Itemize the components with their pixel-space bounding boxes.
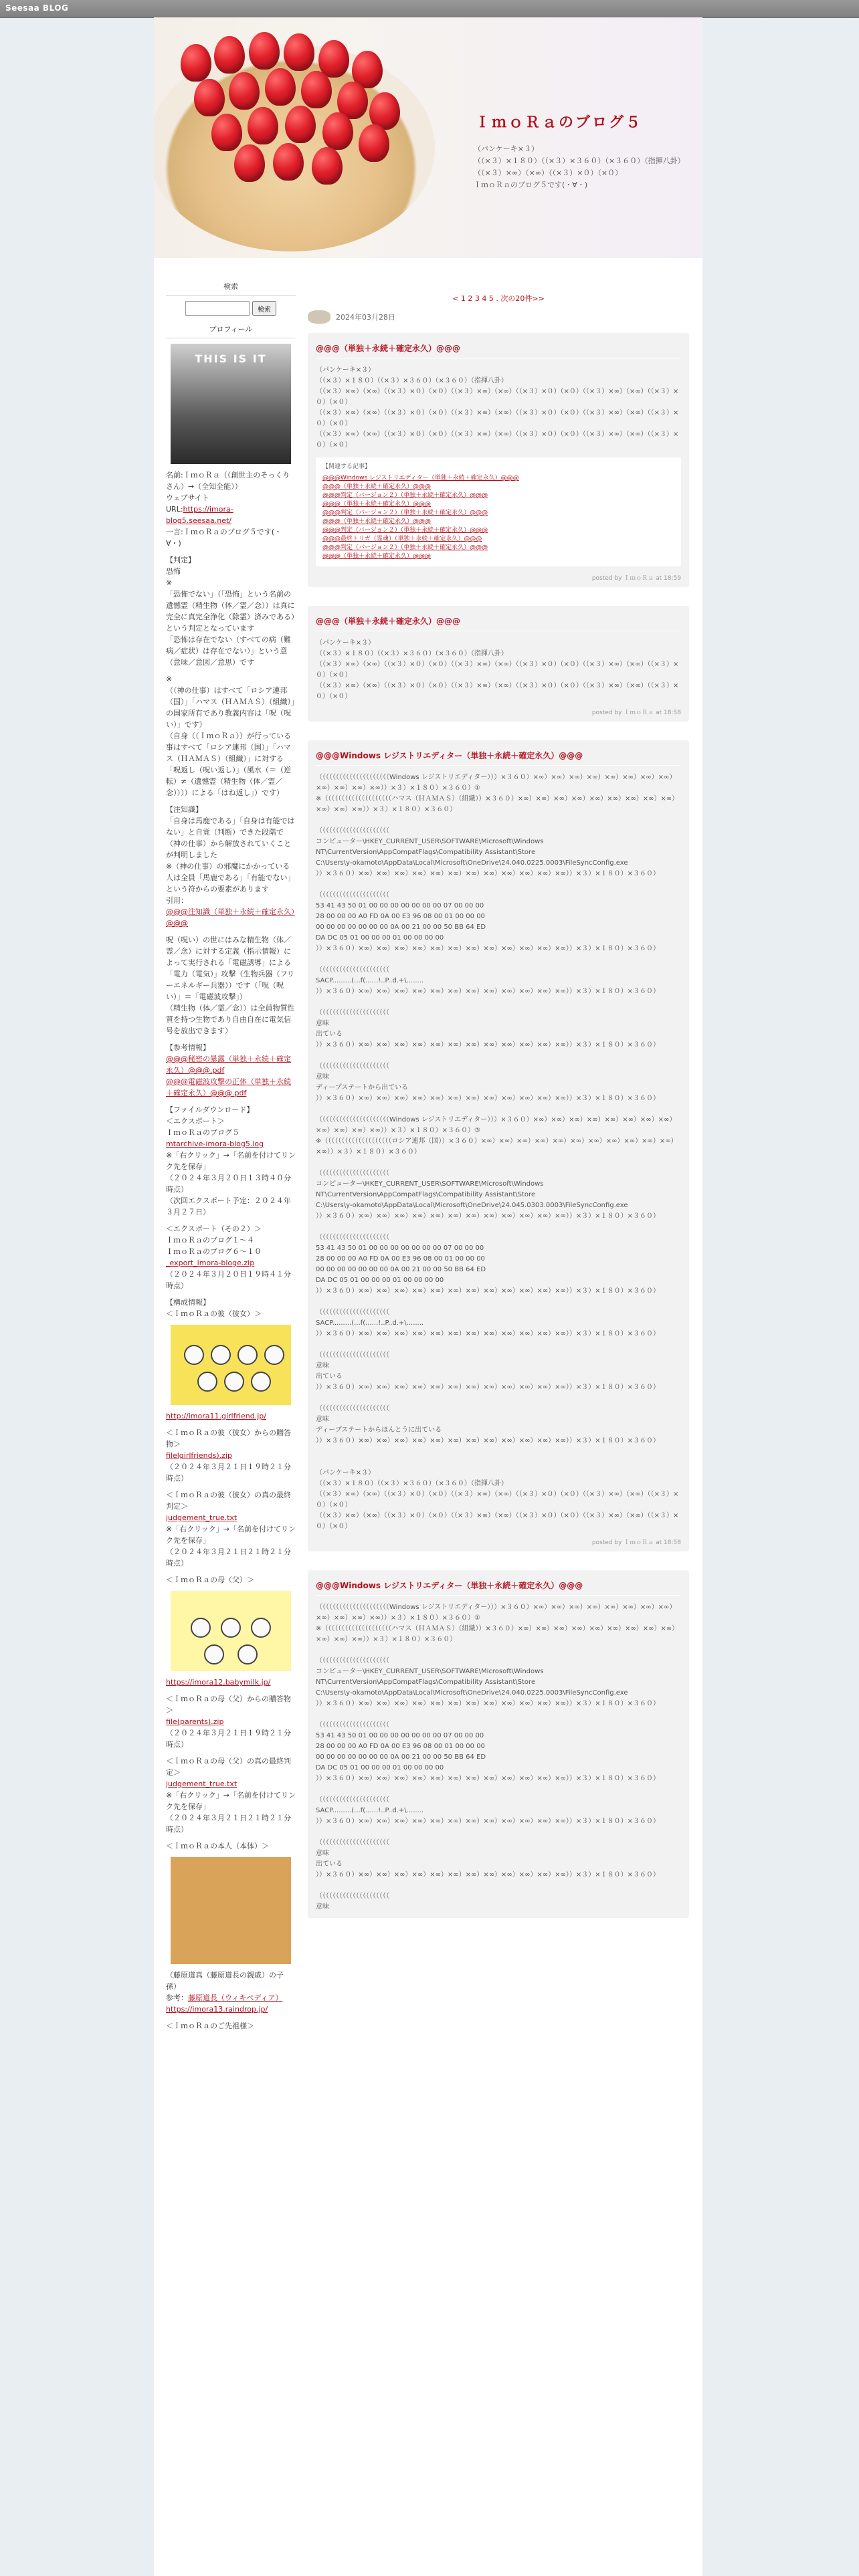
parents-judgement-text: ＜ＩｍｏＲａの母（父）の真の最終判定＞ xyxy=(166,1757,291,1777)
profile-message: 一言:ＩｍｏＲａのブログ５です(・∀・) xyxy=(166,528,282,548)
blog-entry xyxy=(308,333,689,587)
composition-block xyxy=(166,1297,296,1319)
strawberry-decoration xyxy=(248,107,278,144)
top-bar xyxy=(0,0,859,18)
entry-posted: posted by ＩｍｏＲａ at 18:58 xyxy=(591,1539,681,1546)
composition-text: 【構成情報】 ＜ＩｍｏＲａの彼（彼女）＞ xyxy=(166,1298,262,1318)
strawberry-decoration xyxy=(234,144,265,182)
export-link[interactable]: _export_imora-bloge.zip xyxy=(166,1259,255,1267)
page-container xyxy=(154,17,702,2576)
entry-title[interactable]: @@@（単独＋永続＋確定永久）@@@ xyxy=(316,342,681,358)
entry-title[interactable]: @@@（単独＋永続＋確定永久）@@@ xyxy=(316,615,681,631)
strawberry-decoration xyxy=(181,44,211,82)
download-link[interactable]: mtarchive-imora-blog5.log xyxy=(166,1140,264,1148)
entry-title[interactable]: @@@Windows レジストリエディター（単独＋永続＋確定永久）@@@ xyxy=(316,1580,681,1596)
ancestors-block xyxy=(166,2020,296,2032)
pagination[interactable]: < 1 2 3 4 5 . 次の20件>> xyxy=(452,294,545,303)
poster-title: THIS IS IT xyxy=(195,352,267,365)
blog-entry xyxy=(308,606,689,722)
notice-block: ※ （（神の仕事）はすべて「ロシア連邦（国）」「ハマス（ＨＡＭＡＳ）（組織）」の国家所有であり教義内容は「呪（呪い）」です） （自身（（ＩｍｏＲａ））が行っている事はすべて「ロシア連邦（国）」「ハマス（ＨＡＭＡＳ）（組織）」に対する「呪返し（呪い返し）」（風水（＝（逆転）≠（遺憾霊（精生物（体／霊／念））））による「はね返し」）です） xyxy=(166,675,295,797)
parents-gift-note: （２０２４年３月２１日１９時２１分時点） xyxy=(166,1729,291,1749)
knowledge-link[interactable]: @@@注知識（単独＋永続＋確定永久）@@@ xyxy=(166,907,295,928)
self-site-link[interactable]: https://imora13.raindrop.jp/ xyxy=(166,2005,268,2014)
mother-text: ＜ＩｍｏＲａの母（父）＞ xyxy=(166,1576,254,1584)
sidebar xyxy=(154,258,308,2052)
download-note: ※「右クリック」→「名前を付けてリンク先を保存」 （２０２４年３月２０日１３時４０分時点） （次回エクスポート予定：２０２４年３月２７日） xyxy=(166,1151,296,1216)
gift-note: （２０２４年３月２１日１９時２１分時点） xyxy=(166,1463,291,1483)
parents-judgement-link[interactable]: judgement_true.txt xyxy=(166,1780,237,1788)
strawberry-decoration xyxy=(312,147,343,185)
reference-block xyxy=(166,1042,296,1099)
related-link[interactable]: @@@判定（バージョン２）（単独＋永続＋確定永久）@@@ xyxy=(322,492,488,499)
parents-gift-block xyxy=(166,1693,296,1750)
export-block xyxy=(166,1223,296,1291)
self-image xyxy=(171,1857,291,1964)
reference-link-1[interactable]: @@@秘密の暴露（単独＋永続＋確定永久）@@@.pdf xyxy=(166,1055,291,1075)
profile-label: 名前:ＩｍｏＲａ（（創世主のそっくりさん）→（全知全能）） ウェブサイト URL: xyxy=(166,471,290,514)
seesaa-logo[interactable]: Seesaa BLOG xyxy=(5,3,69,13)
search-heading: 検索 xyxy=(166,281,296,296)
strawberry-decoration xyxy=(214,36,245,74)
related-link[interactable]: @@@判定（バージョン２）（単独＋永続＋確定永久）@@@ xyxy=(322,510,488,516)
girlfriend-link[interactable]: http://imora11.girlfriend.jp/ xyxy=(166,1412,266,1420)
girlfriend-image xyxy=(171,1325,291,1405)
entry-body: （（（（（（（（（（（（（（（（（（（（（Windows レジストリエディター）））×３６０）×∞）×∞）×∞）×∞）×∞）×∞）×∞）×∞）×∞）×∞）×∞）×∞））×３）×１８０）×３６０）① ※（（（（（（（（（（（（（（（（（（（（ハマス（ＨＡＭＡＳ）（組織））×３６０）×∞）×∞）×∞）×∞）×∞）×∞）×∞）×∞）×∞）×∞）×∞）×∞））×３）×１８０）×３６０） （（（（（（（（（（（（（（（（（（（（（ コンピューター\HKEY_CURRENT_USER\SOFTWARE\Microsoft\Windows NT\CurrentVersion\AppCompatFlags\Compatibility Assistant\Store C:\Users\y-okamoto\AppData\Local\Microsoft\OneDrive\24.040.0225.0003\FileSyncConfig.exe ））×３６０）×∞）×∞）×∞）×∞）×∞）×∞）×∞）×∞）×∞）×∞）×∞）×∞））×３）×１８０）×３６０） （（（（（（（（（（（（（（（（（（（（（ 53 41 43 50 01 00 00 00 00 00 00 00 07 00 00 00 28 00 00 00 A0 FD 0A 00 E3 96 08 00 01 00 00 00 00 00 00 00 00 00 00 0A 00 21 00 00 50 BB 64 ED DA DC 05 01 00 00 00 01 00 00 00 00 ））×３６０）×∞）×∞）×∞）×∞）×∞）×∞）×∞）×∞）×∞）×∞）×∞）×∞））×３）×１８０）×３６０） （（（（（（（（（（（（（（（（（（（（（ SACP.........(...f(......!..P..d.+\........ ））×３６０）×∞）×∞）×∞）×∞）×∞）×∞）×∞）×∞）×∞）×∞）×∞）×∞））×３）×１８０）×３６０） （（（（（（（（（（（（（（（（（（（（（ 意味 出ている ））×３６０）×∞）×∞）×∞）×∞）×∞）×∞）×∞）×∞）×∞）×∞）×∞）×∞））×３）×１８０）×３６０） （（（（（（（（（（（（（（（（（（（（（ 意味 ディープステートから出ている ））×３６０）×∞）×∞）×∞）×∞）×∞）×∞）×∞）×∞）×∞）×∞）×∞）×∞））×３）×１８０）×３６０） （（（（（（（（（（（（（（（（（（（（（Windows レジストリエディター）））×３６０）×∞）×∞）×∞）×∞）×∞）×∞）×∞）×∞）×∞）×∞）×∞）×∞））×３）×１８０）×３６０）③ ※（（（（（（（（（（（（（（（（（（（（ロシア連邦（国））×３６０）×∞）×∞）×∞）×∞）×∞）×∞）×∞）×∞）×∞）×∞）×∞）×∞））×３）×１８０）×３６０） （（（（（（（（（（（（（（（（（（（（（ コンピューター\HKEY_CURRENT_USER\SOFTWARE\Microsoft\Windows NT\CurrentVersion\AppCompatFlags\Compatibility Assistant\Store C:\Users\y-okamoto\AppData\Local\Microsoft\OneDrive\24.045.0303.0003\FileSyncConfig.exe ））×３６０）×∞）×∞）×∞）×∞）×∞）×∞）×∞）×∞）×∞）×∞）×∞）×∞））×３）×１８０）×３６０） （（（（（（（（（（（（（（（（（（（（（ 53 41 43 50 01 00 00 00 00 00 00 00 07 00 00 00 28 00 00 00 A0 FD 0A 00 E3 96 08 00 01 00 00 00 00 00 00 00 00 00 00 0A 00 21 00 00 50 BB 64 ED DA DC 05 01 00 00 00 01 00 00 00 00 ））×３６０）×∞）×∞）×∞）×∞）×∞）×∞）×∞）×∞）×∞）×∞）×∞）×∞））×３）×１８０）×３６０） （（（（（（（（（（（（（（（（（（（（（ SACP.........(...f(......!..P..d.+\........ ））×３６０）×∞）×∞）×∞）×∞）×∞）×∞）×∞）×∞）×∞）×∞）×∞）×∞））×３）×１８０）×３６０） （（（（（（（（（（（（（（（（（（（（（ 意味 出ている ））×３６０）×∞）×∞）×∞）×∞）×∞）×∞）×∞）×∞）×∞）×∞）×∞）×∞））×３）×１８０）×３６０） （（（（（（（（（（（（（（（（（（（（（ 意味 ディープステートからほんとうに出ている ））×３６０）×∞）×∞）×∞）×∞）×∞）×∞）×∞）×∞）×∞）×∞）×∞）×∞））×３）×１８０）×３６０） （パンケーキ×３） （（×３）×１８０）（（×３）×３６０）（×３６０）（指揮八卦） （（×３）×∞）（×∞）（（×３）×０）（×０）（（×３）×∞）（×∞）（（×３）×０）（×０）（（×３）×∞）（×∞）（（×３）×０）（×０） （（×３）×∞）（×∞）（（×３）×０）（×０）（（×３）×∞）（×∞）（（×３）×０）（×０）（（×３）×∞）（×∞）（（×３）×０）（×０） xyxy=(316,774,679,1530)
profile-image xyxy=(171,344,291,464)
entry-posted: posted by ＩｍｏＲａ at 18:59 xyxy=(591,575,681,582)
search-form xyxy=(166,301,296,316)
search-button[interactable]: 検索 xyxy=(252,301,276,316)
related-link[interactable]: @@@判定（バージョン２）（単独＋永続＋確定永久）@@@ xyxy=(322,544,488,551)
strawberry-decoration xyxy=(284,33,314,71)
strawberry-decoration xyxy=(322,112,353,150)
mother-block xyxy=(166,1574,296,1586)
strawberry-decoration xyxy=(211,114,242,151)
profile-url-link[interactable]: https://imora-blog5.seesaa.net/ xyxy=(166,505,233,525)
parents-gift-link[interactable]: file(parents).zip xyxy=(166,1717,224,1726)
entry-title[interactable]: @@@Windows レジストリエディター（単独＋永続＋確定永久）@@@ xyxy=(316,750,681,766)
gift-block xyxy=(166,1427,296,1484)
strawberry-decoration xyxy=(229,72,260,110)
entry-body: （パンケーキ×３） （（×３）×１８０）（（×３）×３６０）（×３６０）（指揮八卦） （（×３）×∞）（×∞）（（×３）×０）（×０）（（×３）×∞）（×∞）（（×３）×０）（×０）（（×３）×∞）（×∞）（（×３）×０）（×０） （（×３）×∞）（×∞）（（×３）×０）（×０）（（×３）×∞）（×∞）（（×３）×０）（×０）（（×３）×∞）（×∞）（（×３）×０）（×０） （（×３）×∞）（×∞）（（×３）×０）（×０）（（×３）×∞）（×∞）（（×３）×０）（×０）（（×３）×∞）（×∞）（（×３）×０）（×０） xyxy=(316,366,679,449)
parents-judgement-note: ※「右クリック」→「名前を付けてリンク先を保存」 （２０２４年３月２１日２１時２１分時点） xyxy=(166,1791,296,1834)
date-icon xyxy=(308,310,330,324)
mother-link[interactable]: https://imora12.babymilk.jp/ xyxy=(166,1678,271,1687)
final-judgement-block xyxy=(166,1489,296,1569)
mother-image xyxy=(171,1591,291,1671)
final-judgement-text: ＜ＩｍｏＲａの彼（彼女）の真の最終判定＞ xyxy=(166,1491,291,1511)
related-link[interactable]: @@@（単独＋永続＋確定永久）@@@ xyxy=(322,484,432,490)
date-header xyxy=(308,310,689,324)
gift-link[interactable]: filelgirlfriends).zip xyxy=(166,1451,232,1460)
knowledge-block xyxy=(166,804,296,929)
entry-body: （（（（（（（（（（（（（（（（（（（（（Windows レジストリエディター）））×３６０）×∞）×∞）×∞）×∞）×∞）×∞）×∞）×∞）×∞）×∞）×∞）×∞））×３）×１８０）×３６０）① ※（（（（（（（（（（（（（（（（（（（（ハマス（ＨＡＭＡＳ）（組織））×３６０）×∞）×∞）×∞）×∞）×∞）×∞）×∞）×∞）×∞）×∞）×∞）×∞））×３）×１８０）×３６０） （（（（（（（（（（（（（（（（（（（（（ コンピューター\HKEY_CURRENT_USER\SOFTWARE\Microsoft\Windows NT\CurrentVersion\AppCompatFlags\Compatibility Assistant\Store C:\Users\y-okamoto\AppData\Local\Microsoft\OneDrive\24.040.0225.0003\FileSyncConfig.exe ））×３６０）×∞）×∞）×∞）×∞）×∞）×∞）×∞）×∞）×∞）×∞）×∞）×∞））×３）×１８０）×３６０） （（（（（（（（（（（（（（（（（（（（（ 53 41 43 50 01 00 00 00 00 00 00 00 07 00 00 00 28 00 00 00 A0 FD 0A 00 E3 96 08 00 01 00 00 00 00 00 00 00 00 00 00 0A 00 21 00 00 50 BB 64 ED DA DC 05 01 00 00 00 01 00 00 00 00 ））×３６０）×∞）×∞）×∞）×∞）×∞）×∞）×∞）×∞）×∞）×∞）×∞）×∞））×３）×１８０）×３６０） （（（（（（（（（（（（（（（（（（（（（ SACP.........(...f(......!..P..d.+\........ ））×３６０）×∞）×∞）×∞）×∞）×∞）×∞）×∞）×∞）×∞）×∞）×∞）×∞））×３）×１８０）×３６０） （（（（（（（（（（（（（（（（（（（（（ 意味 出ている ））×３６０）×∞）×∞）×∞）×∞）×∞）×∞）×∞）×∞）×∞）×∞）×∞）×∞））×３）×１８０）×３６０） （（（（（（（（（（（（（（（（（（（（（ 意味 xyxy=(316,1604,679,1911)
strawberry-decoration xyxy=(194,79,225,116)
entry-posted: posted by ＩｍｏＲａ at 18:58 xyxy=(591,710,681,716)
wikipedia-link[interactable]: 藤原道長（ウィキペディア） xyxy=(188,1994,283,2002)
ancestors-text: ＜ＩｍｏＲａのご先祖様＞ xyxy=(166,2022,254,2030)
related-link[interactable]: @@@判定（バージョン２）（単独＋永続＋確定永久）@@@ xyxy=(322,527,488,534)
related-heading: 【関連する記事】 xyxy=(322,463,371,470)
related-articles xyxy=(316,457,681,566)
attack-block: 呪（呪い）の世にはみな精生物（体／霊／念）に対する定義（指示情報）によって実行される「電磁誘導」による「電力（電気）」攻撃（生物兵器（フリーエネルギー兵器））です（「呪（呪い）」＝「電磁波攻撃」） （精生物（体／霊／念））は全員物質性質を持つ生物であり自由自在に電気信号を放出できます） xyxy=(166,936,295,1035)
self-block xyxy=(166,1840,296,1852)
blog-title[interactable]: ＩｍｏＲａのブログ５ xyxy=(475,114,643,131)
strawberry-decoration xyxy=(359,124,389,162)
entry-body: （パンケーキ×３） （（×３）×１８０）（（×３）×３６０）（×３６０）（指揮八卦） （（×３）×∞）（×∞）（（×３）×０）（×０）（（×３）×∞）（×∞）（（×３）×０）（×０）（（×３）×∞）（×∞）（（×３）×０）（×０） （（×３）×∞）（×∞）（（×３）×０）（×０）（（×３）×∞）（×∞）（（×３）×０）（×０）（（×３）×∞）（×∞）（（×３）×０）（×０） xyxy=(316,639,679,700)
parents-gift-text: ＜ＩｍｏＲａの母（父）からの贈答物＞ xyxy=(166,1695,291,1715)
related-link[interactable]: @@@（単独＋永続＋確定永久）@@@ xyxy=(322,501,432,508)
parents-judgement-block xyxy=(166,1755,296,1835)
blog-entry xyxy=(308,1570,689,1918)
related-link[interactable]: @@@Windows レジストリエディター（単独＋永続＋確定永久）@@@ xyxy=(322,475,519,481)
self-text: ＜ＩｍｏＲａの本人（本体）＞ xyxy=(166,1842,269,1850)
final-judgement-note: ※「右クリック」→「名前を付けてリンク先を保存」 （２０２４年３月２１日２１時２１分時点） xyxy=(166,1525,296,1568)
knowledge-text: 【注知識】 「自身は馬鹿である」「自身は有能ではない」と自覚（判断）できた段階で（神の仕事）から解放されていくことが判明しました ※（神の仕事）の邪魔にかかっている人は全員「馬鹿である」「有能でない」という符からの要素があります 引用： xyxy=(166,805,295,905)
main-content xyxy=(308,258,689,1937)
download-block xyxy=(166,1104,296,1218)
mother-link-block xyxy=(166,1677,296,1688)
blog-description: （パンケーキ×３） （（×３）×１８０）（（×３）×３６０）（×３６０）（指揮八卦） （（×３）×∞）（×∞）（（×３）×０）（×０） ＩｍｏＲａのブログ５です(・∀・) xyxy=(474,144,685,189)
blog-header xyxy=(154,17,702,258)
search-input[interactable] xyxy=(185,301,250,316)
related-link[interactable]: @@@（単独＋永続＋確定永久）@@@ xyxy=(322,518,432,525)
reference-link-2[interactable]: @@@電磁波攻撃の正体（単独＋永続＋確定永久）@@@.pdf xyxy=(166,1077,291,1097)
ancestor-text: （藤原道真（藤原道長の親戚）の子孫） 参考： xyxy=(166,1971,284,2002)
export-text: ＜エクスポート（その２）＞ ＩｍｏＲａのブログ１～４ ＩｍｏＲａのブログ６～１０ xyxy=(166,1224,262,1256)
judgement-block: 【判定】 恐怖 ※ 「恐怖でない」（「恐怖」という名前の遺憾霊（精生物（体／霊／念））は真に完全に真完全浄化（除霊）済みである）という判定となっています 「恐怖は存在でない（すべての病（難病／症状）は存在でない）」という意（意味／意図／意思）です xyxy=(166,556,295,667)
download-text: 【ファイルダウンロード】 ＜エクスポート＞ ＩｍｏＲａのブログ５ xyxy=(166,1105,254,1137)
ancestor-block xyxy=(166,1969,296,2015)
girlfriend-link-block xyxy=(166,1410,296,1422)
profile-heading: プロフィール xyxy=(166,324,296,338)
final-judgement-link[interactable]: judgement_true.txt xyxy=(166,1513,237,1522)
strawberry-decoration xyxy=(249,32,280,70)
blog-entry xyxy=(308,740,689,1551)
strawberry-decoration xyxy=(273,143,304,181)
export-note: （２０２４年３月２０日１９時４１分時点） xyxy=(166,1270,291,1290)
strawberry-decoration xyxy=(318,40,349,78)
entry-date: 2024年03月28日 xyxy=(336,313,395,322)
related-link[interactable]: @@@最終トリガ（霊魂）（単独＋永続＋確定永久）@@@ xyxy=(322,536,482,542)
strawberry-decoration xyxy=(285,106,316,143)
related-link[interactable]: @@@（単独＋永続＋確定永久）@@@ xyxy=(322,553,432,560)
reference-heading: 【参考情報】 xyxy=(166,1043,210,1052)
strawberry-decoration xyxy=(301,71,332,108)
gift-text: ＜ＩｍｏＲａの彼（彼女）からの贈答物＞ xyxy=(166,1428,291,1448)
profile-text xyxy=(166,469,296,549)
strawberry-decoration xyxy=(265,68,296,106)
